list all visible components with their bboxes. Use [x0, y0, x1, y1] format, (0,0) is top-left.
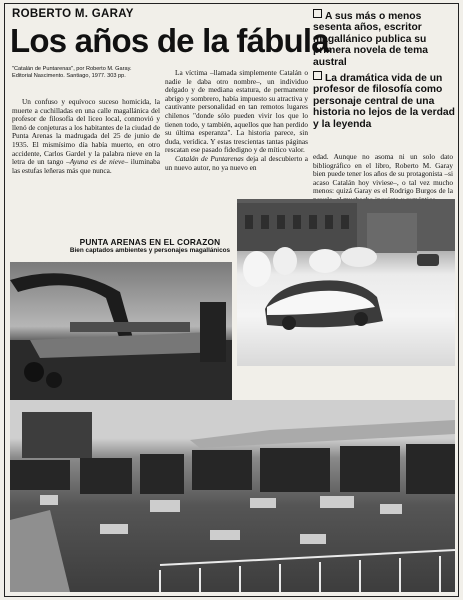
photo-harbor — [10, 262, 232, 405]
body-column-1 — [12, 98, 160, 175]
sidehead-1-text: A sus más o menos sesenta años, escritor magallánico publica su primera novela de tema austral — [313, 11, 429, 68]
sidehead-2-text: La dramática vida de un profesor de filosofía como personaje central de una historia no lejos de la verdad y la leyenda — [313, 73, 455, 130]
caption-title: PUNTA ARENAS EN EL CORAZON — [79, 237, 221, 247]
snowy-street-graphic — [237, 199, 455, 366]
article-title: Los años de la fábula — [10, 22, 329, 59]
square-bullet-icon — [313, 9, 322, 18]
col1-text-a: Un confuso y equívoco suceso homicida, la muerte a cuchilladas en una calle magallánica del profesor de filosofía del liceo local, conmovió y llenó de conjeturas a los habitantes de la ciudad de Punta Arenas la madrugada del 25 de junio de 1935. El mismísimo día había muerto, en otro accidente, Carlos Gardel y la palabra nieve en la letra de un tango – — [12, 97, 160, 167]
photo-snowy-street — [237, 199, 455, 366]
sidehead-2 — [313, 71, 455, 130]
col1-text-b: – iluminaba las estufas leñeras más que nunca. — [12, 157, 160, 175]
harbor-graphic — [10, 262, 232, 405]
col3-paragraph: edad. Aunque no asoma ni un solo dato bibliográfico en el libro, Roberto M. Garay bien puede tener los años de su protagonista –si acaso Catalán hoy viviese–, o tal vez mucho menos: quizá Garay es el Rodrigo Burgos de la — [313, 152, 453, 196]
col2-book-title: Catalán de Puntarenas — [175, 153, 244, 163]
photo-caption — [60, 237, 240, 254]
city-graphic — [10, 400, 455, 592]
col1-tango-quote: Ayuna es de nieve — [69, 157, 125, 167]
photo-city-overview — [10, 400, 455, 592]
sidehead-1 — [313, 9, 455, 68]
col2-paragraph-1: La víctima –llamada simplemente Catalán o nadie le daba otro nombre–, un individuo delgado y de mediana estatura, de permanente abrigo y sombrero, había impuesto su atractiva y cautivante personalidad en tan remotos lugares chilenos "donde sólo pueden vivir los que lo tienen todo, y también, aquellos que han perdido su última esperanza". La historia parece, sin duda, verídica. Y estas trescientas tantas páginas rescatan ese pasado fidedigno y de mítico valor. — [165, 68, 308, 155]
body-column-2 — [165, 69, 308, 172]
col2-text: deja al descubierto a un nuevo autor, no ya nuevo en — [165, 153, 308, 172]
book-credit: "Catalán de Puntarenas", por Roberto M. Garay. Editorial Nascimento. Santiago, 1977. 303 pp. — [12, 66, 132, 79]
caption-subtitle: Bien captados ambientes y personajes magallánicos — [69, 247, 231, 254]
body-column-3 — [313, 153, 453, 205]
square-bullet-icon — [313, 71, 322, 80]
author-byline: ROBERTO M. GARAY — [12, 8, 134, 20]
